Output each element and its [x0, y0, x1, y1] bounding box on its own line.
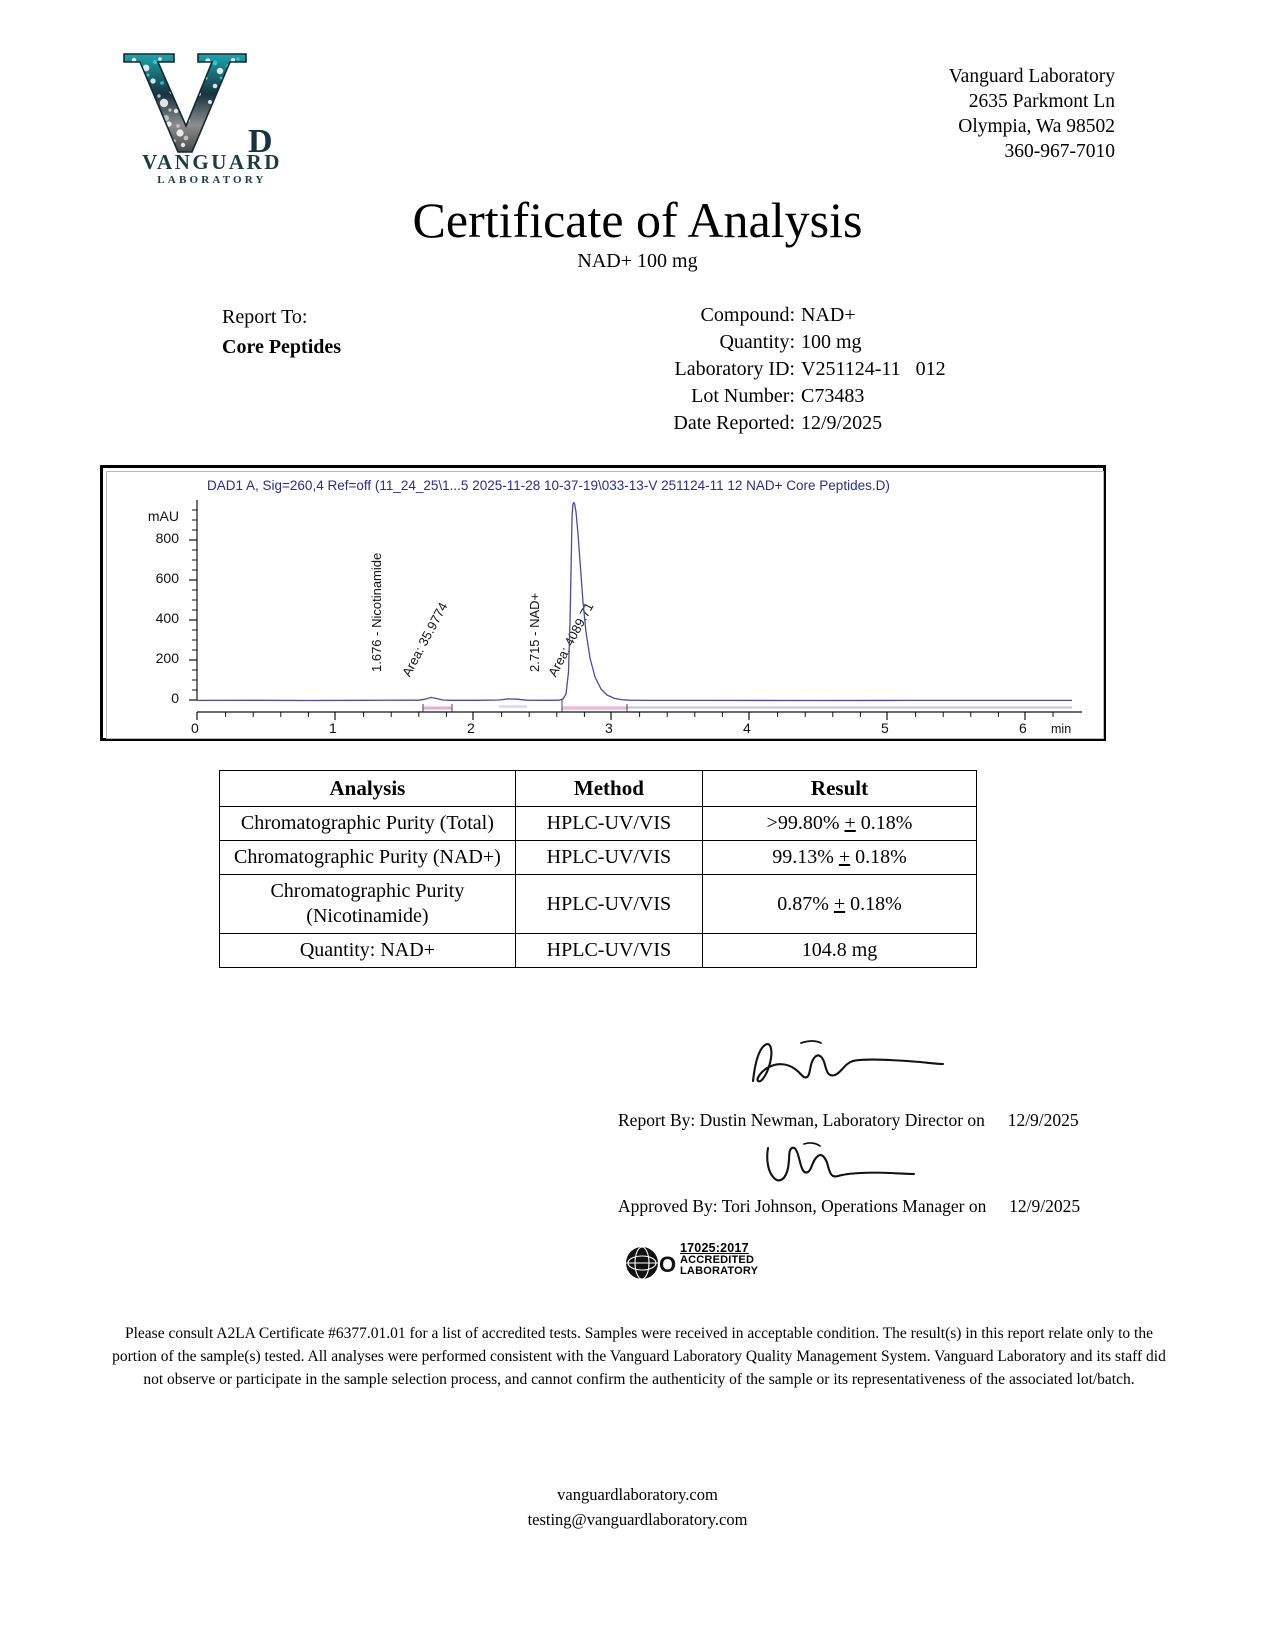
- plus-minus-sign: +: [844, 812, 856, 834]
- cell-result: [703, 841, 977, 875]
- table-row: [220, 875, 977, 934]
- approved-by-label: Approved By: Tori Johnson, Operations Manager on: [618, 1196, 987, 1216]
- iso-globe-icon: [625, 1245, 677, 1281]
- signature-dustin-newman: [745, 1035, 955, 1090]
- vanguard-v-icon: [120, 48, 290, 158]
- y-tick-label-600: 600: [155, 570, 179, 586]
- disclaimer-text: Please consult A2LA Certificate #6377.01.01 for a list of accredited tests. Samples were received in acceptable condition. The result(s) in this report relate only to the portion of the sample(s) tested. All analyses were performed consistent with the Vanguard Laboratory Quality Management System. Vanguard Laboratory and its staff did not observe or participate in the sample selection process, and cannot confirm the authenticity of the sample or its representativeness of the associated lot/batch.: [112, 1325, 1166, 1388]
- y-tick-label-400: 400: [155, 610, 179, 626]
- footer-email: testing@vanguardlaboratory.com: [527, 1510, 748, 1529]
- cell-result: [703, 875, 977, 934]
- plus-minus-sign: +: [838, 846, 851, 868]
- approved-by-line: [618, 1196, 1080, 1217]
- info-row-quantity: [560, 329, 980, 356]
- info-label-lot-number: Lot Number:: [691, 385, 795, 407]
- cell-method: HPLC-UV/VIS: [515, 807, 702, 841]
- cell-analysis: Chromatographic Purity (Nicotinamide): [220, 875, 516, 934]
- result-tolerance: 0.18%: [855, 812, 913, 834]
- column-header-method: Method: [515, 771, 702, 807]
- plus-minus-sign: +: [833, 892, 846, 915]
- logo-wordmark: [112, 152, 312, 186]
- page-title: Certificate of Analysis: [412, 192, 863, 248]
- table-row: [220, 841, 977, 875]
- y-tick-label-800: 800: [155, 530, 179, 546]
- svg-text:O: O: [659, 1252, 677, 1277]
- report-by-line: [618, 1110, 1079, 1131]
- peak-area-nicotinamide: Area: 35.9774: [399, 599, 451, 680]
- chromatogram-panel: [100, 465, 1106, 741]
- x-tick-label-3: 3: [605, 720, 613, 736]
- logo-laboratory-text: LABORATORY: [157, 174, 267, 186]
- cell-result: [703, 807, 977, 841]
- column-header-result: Result: [703, 771, 977, 807]
- info-label-date-reported: Date Reported:: [673, 412, 795, 434]
- company-city-state-zip: Olympia, Wa 98502: [958, 116, 1115, 137]
- page-subtitle: NAD+ 100 mg: [577, 250, 698, 272]
- company-logo: [112, 48, 312, 193]
- info-row-lot-number: [560, 383, 980, 410]
- result-value: >99.80%: [766, 812, 845, 834]
- info-value-compound: NAD+: [801, 304, 856, 326]
- logo-vanguard-text: VANGUARD: [142, 150, 282, 174]
- iso-accredited-text: ACCREDITED: [680, 1253, 755, 1266]
- info-label-laboratory-id: Laboratory ID:: [674, 358, 795, 380]
- result-value: 99.13%: [772, 846, 839, 868]
- result-value: 0.87%: [777, 892, 834, 915]
- result-tolerance: 0.18%: [850, 846, 907, 868]
- report-to-label: Report To:: [222, 306, 308, 328]
- signature-tori-johnson: [760, 1140, 920, 1188]
- y-tick-label-0: 0: [171, 690, 179, 706]
- x-tick-label-1: 1: [329, 720, 337, 736]
- report-by-label: Report By: Dustin Newman, Laboratory Director on: [618, 1110, 985, 1130]
- result-tolerance: 0.18%: [845, 892, 902, 915]
- iso-badge-text: [680, 1243, 758, 1278]
- approved-by-date: 12/9/2025: [1009, 1196, 1081, 1216]
- company-street: 2635 Parkmont Ln: [968, 91, 1115, 112]
- info-row-date-reported: [560, 410, 980, 437]
- info-value-date-reported: 12/9/2025: [801, 412, 883, 434]
- results-table: [219, 770, 977, 968]
- cell-analysis: Chromatographic Purity (Total): [220, 807, 516, 841]
- info-value-quantity: 100 mg: [801, 331, 862, 353]
- sample-info-block: [560, 302, 980, 437]
- x-tick-label-0: 0: [191, 720, 199, 736]
- svg-text:D: D: [248, 123, 273, 158]
- footer-website: vanguardlaboratory.com: [557, 1485, 718, 1504]
- x-tick-label-5: 5: [881, 720, 889, 736]
- y-tick-label-200: 200: [155, 650, 179, 666]
- company-phone: 360-967-7010: [1004, 141, 1115, 162]
- chromatogram-plot: [107, 472, 1105, 740]
- iso-standard-number: 17025:2017: [680, 1241, 749, 1255]
- report-by-date: 12/9/2025: [1007, 1110, 1079, 1130]
- peak-label-nad: 2.715 - NAD+: [527, 592, 542, 672]
- report-to-company: Core Peptides: [222, 336, 342, 358]
- footer-links: [0, 1482, 1275, 1532]
- company-address-block: [949, 64, 1115, 164]
- column-header-analysis: Analysis: [220, 771, 516, 807]
- x-tick-label-4: 4: [743, 720, 751, 736]
- report-to-block: [222, 302, 341, 362]
- x-tick-label-6: 6: [1019, 720, 1027, 736]
- cell-method: HPLC-UV/VIS: [515, 875, 702, 934]
- x-axis-unit-label: min: [1051, 722, 1072, 736]
- info-row-laboratory-id: [560, 356, 980, 383]
- cell-result: 104.8 mg: [703, 934, 977, 968]
- iso-accreditation-badge: [625, 1243, 770, 1285]
- table-row: [220, 934, 977, 968]
- y-axis-unit-label: mAU: [147, 508, 179, 524]
- peak-label-nicotinamide: 1.676 - Nicotinamide: [369, 552, 384, 672]
- cell-analysis: Chromatographic Purity (NAD+): [220, 841, 516, 875]
- cell-method: HPLC-UV/VIS: [515, 934, 702, 968]
- info-row-compound: [560, 302, 980, 329]
- peak-area-nad: Area: 4089.71: [545, 599, 597, 680]
- table-header-row: [220, 771, 977, 807]
- info-value-laboratory-id: V251124-11 012: [801, 358, 946, 380]
- table-row: [220, 807, 977, 841]
- info-value-lot-number: C73483: [801, 385, 865, 407]
- company-name: Vanguard Laboratory: [948, 66, 1115, 87]
- info-label-quantity: Quantity:: [719, 331, 795, 353]
- x-tick-label-2: 2: [467, 720, 475, 736]
- cell-method: HPLC-UV/VIS: [515, 841, 702, 875]
- info-label-compound: Compound:: [700, 304, 795, 326]
- cell-analysis: Quantity: NAD+: [220, 934, 516, 968]
- chromatogram-inner: [106, 471, 1104, 739]
- chromatogram-signal-label: DAD1 A, Sig=260,4 Ref=off (11_24_25\1...5 2025-11-28 10-37-19\033-13-V 251124-11 12 NAD+ Core Peptides.D): [207, 478, 890, 493]
- iso-laboratory-text: LABORATORY: [680, 1265, 759, 1277]
